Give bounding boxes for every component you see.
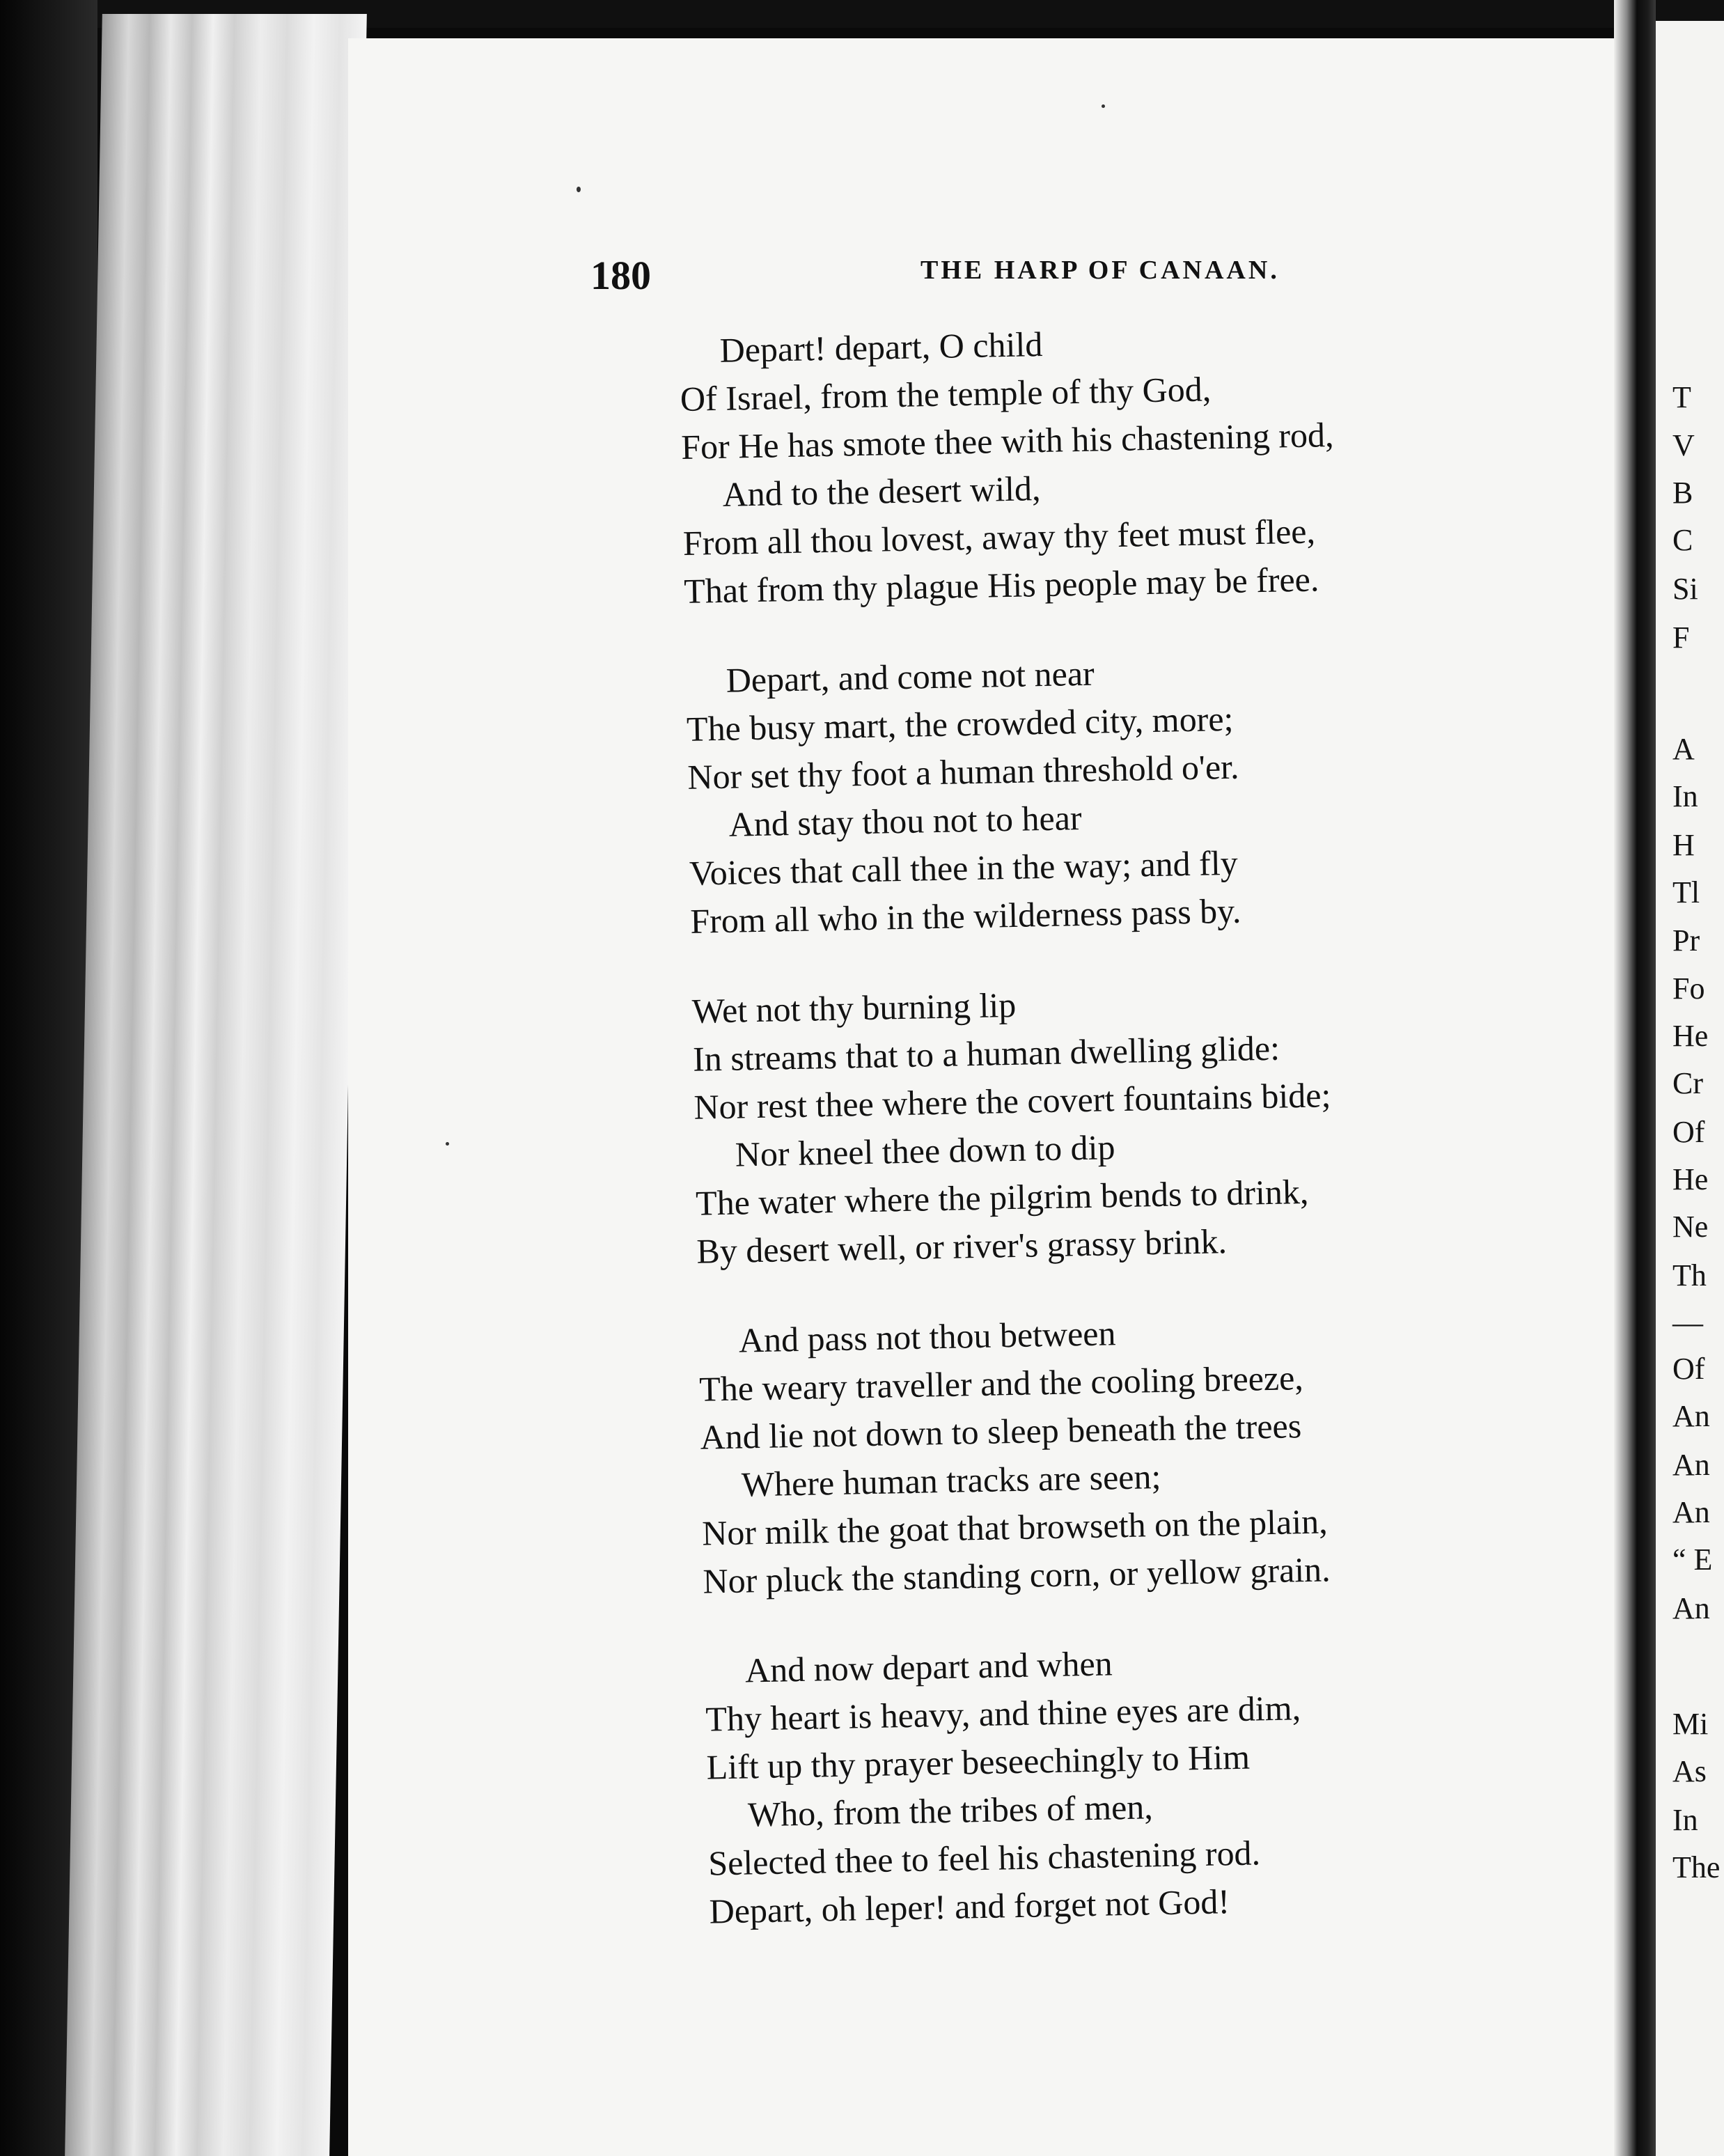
stanza-1 (679, 310, 1590, 616)
facing-page-fragment: He (1672, 1162, 1709, 1196)
poem-line: Wet not thy burning lip (691, 985, 1017, 1031)
facing-page-fragment: The (1672, 1850, 1721, 1884)
poem-line: Voices that call thee in the way; and fly (689, 843, 1239, 893)
stanza-5 (704, 1630, 1615, 1936)
facing-page-fragment: Cr (1672, 1066, 1703, 1100)
poem-line: Selected thee to feel his chastening rod. (707, 1833, 1261, 1883)
poem-line: Thy heart is heavy, and thine eyes are dim, (705, 1688, 1301, 1739)
facing-page-fragment: Pr (1672, 923, 1700, 958)
poem-line: Nor kneel thee down to dip (735, 1127, 1115, 1174)
poem-line: And lie not down to sleep beneath the trees (700, 1406, 1302, 1457)
poem-line: The busy mart, the crowded city, more; (686, 698, 1234, 749)
stanza-2 (685, 640, 1596, 946)
facing-page-fragment: — (1672, 1306, 1703, 1340)
facing-page-fragment: Si (1672, 572, 1698, 606)
facing-page-fragment: C (1672, 523, 1693, 557)
facing-page-fragment: An (1672, 1591, 1710, 1625)
stanza-4 (698, 1300, 1608, 1606)
facing-page-fragment: A (1672, 732, 1695, 766)
poem-line: Who, from the tribes of men, (747, 1787, 1154, 1834)
facing-page-fragment: H (1672, 828, 1695, 862)
facing-page-fragment: T (1672, 380, 1691, 414)
poem-line: And now depart and when (744, 1643, 1113, 1690)
poem-line: And to the desert wild, (722, 469, 1041, 514)
facing-page-fragment: Tl (1672, 875, 1700, 909)
facing-page-fragment: An (1672, 1399, 1710, 1433)
facing-page-fragment: Of (1672, 1115, 1705, 1149)
facing-page-fragment: F (1672, 620, 1690, 655)
poem-line: Lift up thy prayer beseechingly to Him (706, 1737, 1251, 1787)
facing-page-fragment: An (1672, 1495, 1710, 1529)
book-gutter (1614, 0, 1656, 2156)
running-head: THE HARP OF CANAAN. (920, 256, 1280, 285)
poem-line: Nor rest thee where the covert fountains bide; (693, 1075, 1331, 1127)
facing-page-fragment: “ E (1672, 1542, 1713, 1577)
dust-speck (1102, 104, 1105, 108)
poem-line: Depart, oh leper! and forget not God! (709, 1882, 1230, 1931)
facing-page-fragment: B (1672, 476, 1693, 510)
poem-line: That from thy plague His people may be free. (683, 559, 1319, 611)
page-edges (65, 14, 367, 2156)
poem-line: The weary traveller and the cooling breeze, (698, 1358, 1304, 1409)
facing-page-fragment: In (1672, 1803, 1698, 1837)
poem-line: And stay thou not to hear (728, 798, 1083, 844)
poem-line: From all who in the wilderness pass by. (689, 891, 1241, 941)
dust-speck (446, 1142, 449, 1146)
poem-line: Nor set thy foot a human threshold o'er. (687, 747, 1239, 797)
facing-page-fragment: Th (1672, 1258, 1707, 1292)
poem (679, 310, 1615, 1978)
facing-page-fragment: V (1672, 428, 1695, 462)
facing-page-fragment: In (1672, 779, 1698, 813)
facing-page-fragment: Mi (1672, 1707, 1709, 1741)
facing-page-fragment: He (1672, 1019, 1709, 1053)
facing-page (1656, 21, 1724, 2156)
facing-page-fragment: As (1672, 1754, 1707, 1788)
facing-page-fragment: Of (1672, 1352, 1705, 1386)
facing-page-fragment: Ne (1672, 1210, 1709, 1244)
poem-line: By desert well, or river's grassy brink. (696, 1221, 1228, 1271)
poem-line: Depart, and come not near (726, 653, 1095, 700)
poem-line: In streams that to a human dwelling glide: (692, 1028, 1280, 1079)
poem-line: Nor milk the goat that browseth on the plain, (701, 1501, 1329, 1553)
facing-page-fragment: Fo (1672, 971, 1705, 1006)
poem-line: Of Israel, from the temple of thy God, (680, 369, 1212, 419)
dust-speck (577, 187, 581, 192)
poem-line: For He has smote thee with his chastening rod, (680, 414, 1335, 467)
poem-line: And pass not thou between (738, 1313, 1116, 1360)
poem-line: Where human tracks are seen; (741, 1457, 1161, 1504)
poem-line: The water where the pilgrim bends to drink, (695, 1171, 1309, 1223)
poem-line: Depart! depart, O child (719, 324, 1043, 370)
poem-line: From all thou lovest, away thy feet must flee, (682, 511, 1316, 563)
facing-page-fragment: An (1672, 1448, 1710, 1482)
stanza-3 (691, 970, 1602, 1276)
poem-line: Nor pluck the standing corn, or yellow grain. (703, 1549, 1331, 1601)
page-number: 180 (590, 253, 651, 298)
